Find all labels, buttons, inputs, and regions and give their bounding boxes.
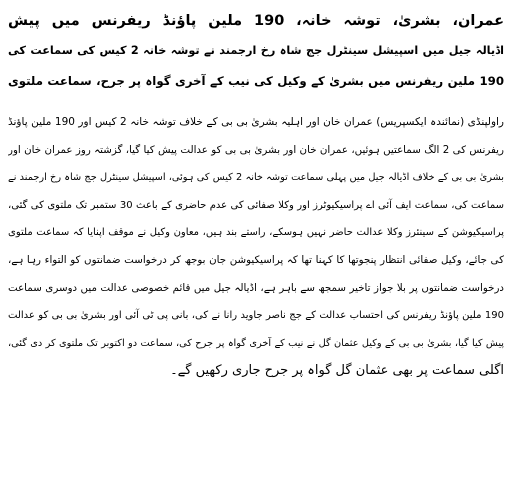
headline (8, 6, 504, 96)
article-line: کی جائے، وکیل صفائی انتظار پنجوتھا کا کہنا تھا کہ پراسیکیوشن جان بوجھ کر درخواست ضمانتوں کو التواء رہا ہے، (8, 253, 504, 266)
spacer (8, 96, 504, 109)
article-line: پراسیکیوشن کے سینئرز وکلا عدالت حاضر نہیں ہوسکے، راستے بند ہیں، معاون وکیل نے موقف اپنایا کہ سماعت ملتوی (8, 227, 504, 239)
article-line: پیش کیا گیا، بشریٰ بی بی کے وکیل عثمان گل نے نیب کے آخری گواہ پر جرح کی، سماعت دو اکتوبر تک ملتوی کر دی گئی، (8, 337, 504, 349)
headline-line-3: 190 ملین ریفرنس میں بشریٰ کے وکیل کی نیب کے آخری گواہ پر جرح، سماعت ملتوی (8, 74, 504, 88)
article-line: ریفرنس کی 2 الگ سماعتیں ہوئیں، عمران خان اور بشریٰ بی بی کو عدالت پیش کیا گیا، گزشتہ روز عمران خان اور (8, 143, 504, 156)
headline-line-1: عمران، بشریٰ، توشہ خانہ، 190 ملین پاؤنڈ ریفرنس میں پیش (8, 13, 504, 29)
article-line: راولپنڈی (نمائندہ ایکسپریس) عمران خان اور اہلیہ بشریٰ بی بی کے خلاف توشہ خانہ 2 کیس اور 190 ملین پاؤنڈ (8, 116, 504, 128)
article-body (8, 109, 504, 385)
article-line: اگلی سماعت پر بھی عثمان گل گواہ پر جرح جاری رکھیں گے۔ (170, 363, 504, 379)
article-line: بشریٰ بی بی کے خلاف اڈیالہ جیل میں پہلی سماعت توشہ خانہ 2 کیس کی ہوئی، اسپیشل سینٹرل جج شاہ رخ ارجمند نے (8, 172, 504, 184)
article-line: درخواست ضمانتوں پر بلا جواز تاخیر سمجھ سے باہر ہے، اڈیالہ جیل میں قائم خصوصی عدالت میں دوسری سماعت (8, 281, 504, 294)
article-line: سماعت کی، سماعت ایف آئی اے پراسیکیوٹرز اور وکلا صفائی کی عدم حاضری کے باعث 30 ستمبر تک ملتوی کی گئی، (8, 199, 504, 211)
headline-line-2: اڈیالہ جیل میں اسپیشل سینٹرل جج شاہ رخ ارجمند نے توشہ خانہ 2 کیس کی سماعت کی (8, 44, 504, 57)
article-line: 190 ملین پاؤنڈ ریفرنس کی احتساب عدالت کے جج ناصر جاوید رانا نے کی، بانی پی ٹی آئی اور بشریٰ بی بی کو عدالت (8, 310, 504, 322)
